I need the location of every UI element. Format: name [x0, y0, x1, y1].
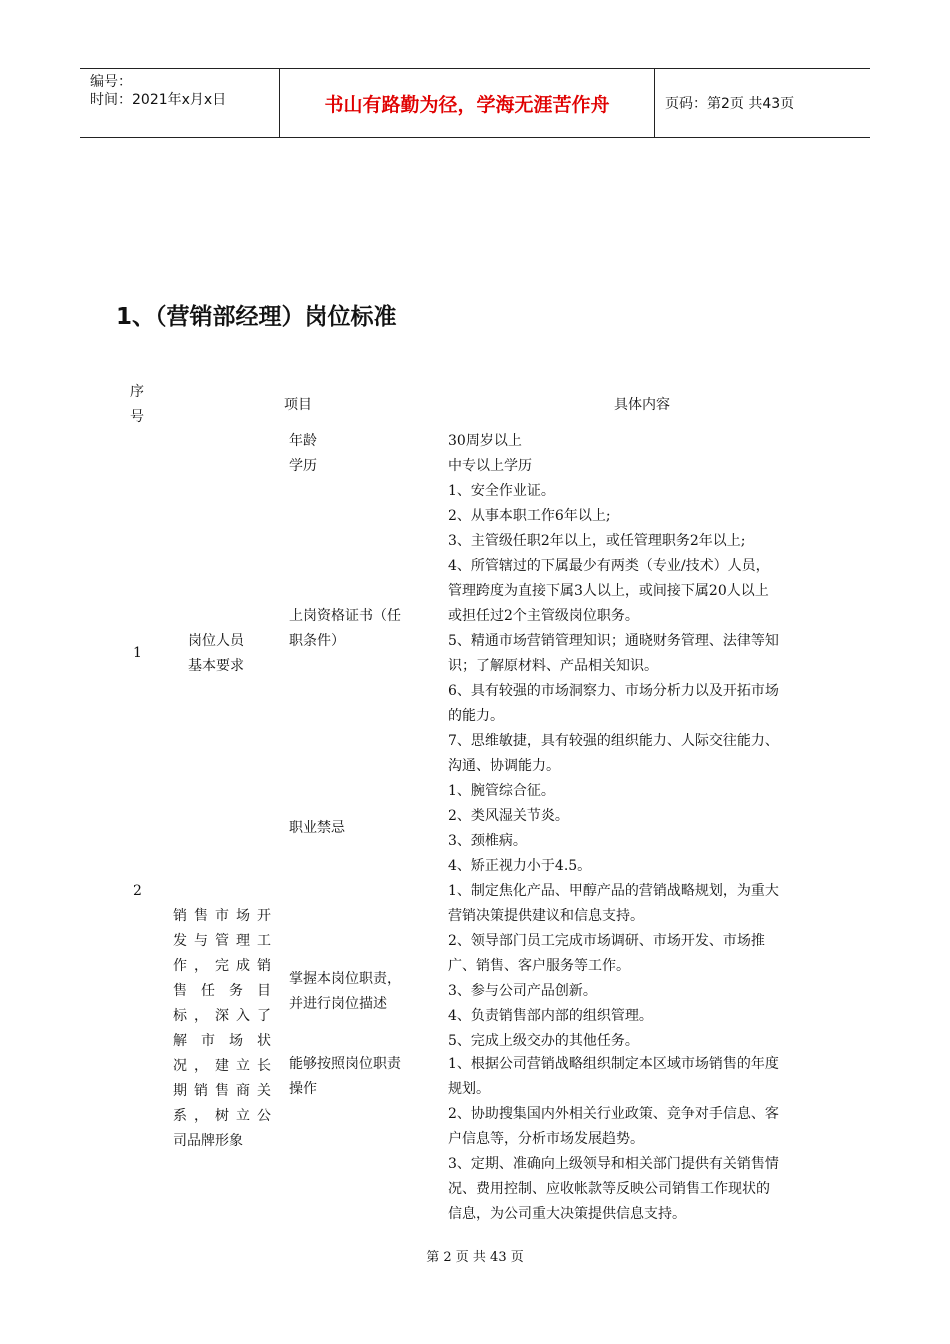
row1-category-1: 岗位人员: [188, 633, 244, 649]
item-age: 年龄: [289, 433, 317, 449]
row2-seq: 2: [133, 883, 142, 899]
content-line: 规划。: [448, 1081, 490, 1097]
col-header-seq-1: 序: [130, 384, 144, 400]
content-line: 30周岁以上: [448, 433, 522, 449]
content-line: 3、定期、准确向上级领导和相关部门提供有关销售情: [448, 1156, 779, 1172]
row2-category-line: 标，深入了: [173, 1008, 271, 1024]
row2-category-line: 发与管理工: [173, 933, 271, 949]
header-page-number: 页码：第2页 共43页: [665, 96, 795, 112]
row2-category-line: 作，完成销: [173, 958, 271, 974]
content-line: 3、主管级任职2年以上，或任管理职务2年以上;: [448, 533, 746, 549]
row2-category-line: 期销售商关: [173, 1083, 271, 1099]
content-line: 2、类风湿关节炎。: [448, 808, 569, 824]
content-line: 2、协助搜集国内外相关行业政策、竞争对手信息、客: [448, 1106, 779, 1122]
row2-category-line: 售任务目: [173, 983, 271, 999]
content-line: 4、所管辖过的下属最少有两类（专业/技术）人员，: [448, 558, 770, 574]
item-operate-1: 能够按照岗位职责: [289, 1056, 401, 1072]
item-taboo: 职业禁忌: [289, 820, 345, 836]
header-meta: [80, 69, 280, 137]
header-motto: 书山有路勤为径，学海无涯苦作舟: [280, 69, 655, 137]
row1-category-2: 基本要求: [188, 658, 244, 674]
content-line: 5、精通市场营销管理知识；通晓财务管理、法律等知: [448, 633, 779, 649]
col-header-item: 项目: [284, 397, 312, 413]
row2-category-line: 系，树立公: [173, 1108, 271, 1124]
item-certificate-1: 上岗资格证书（任: [289, 608, 401, 624]
content-line: 的能力。: [448, 708, 504, 724]
content-line: 3、颈椎病。: [448, 833, 527, 849]
header-number: 编号：: [90, 74, 132, 90]
content-line: 况、费用控制、应收帐款等反映公司销售工作现状的: [448, 1181, 770, 1197]
content-line: 6、具有较强的市场洞察力、市场分析力以及开拓市场: [448, 683, 779, 699]
page-footer: 第 2 页 共 43 页: [426, 1250, 524, 1265]
header-time: 时间：2021年x月x日: [90, 92, 227, 108]
item-certificate-2: 职条件）: [289, 633, 345, 649]
content-line: 广、销售、客户服务等工作。: [448, 958, 630, 974]
content-line: 营销决策提供建议和信息支持。: [448, 908, 644, 924]
content-line: 1、安全作业证。: [448, 483, 555, 499]
content-line: 识；了解原材料、产品相关知识。: [448, 658, 658, 674]
row1-seq: 1: [133, 645, 142, 661]
col-header-seq-2: 号: [130, 409, 144, 425]
content-line: 中专以上学历: [448, 458, 532, 474]
row2-category-line: 销售市场开: [173, 908, 271, 924]
item-duty-1: 掌握本岗位职责，: [289, 971, 401, 987]
content-line: 沟通、协调能力。: [448, 758, 560, 774]
content-line: 4、矫正视力小于4.5。: [448, 858, 592, 874]
content-line: 管理跨度为直接下属3人以上，或间接下属20人以上: [448, 583, 769, 599]
item-duty-2: 并进行岗位描述: [289, 996, 387, 1012]
col-header-content: 具体内容: [614, 397, 670, 413]
page-title: 1、（营销部经理）岗位标准: [116, 304, 397, 330]
row2-category-line: 解市场状: [173, 1033, 271, 1049]
content-line: 或担任过2个主管级岗位职务。: [448, 608, 639, 624]
item-operate-2: 操作: [289, 1081, 317, 1097]
content-line: 2、从事本职工作6年以上;: [448, 508, 611, 524]
content-line: 5、完成上级交办的其他任务。: [448, 1033, 639, 1049]
content-line: 4、负责销售部内部的组织管理。: [448, 1008, 653, 1024]
row2-category-line: 况，建立长: [173, 1058, 271, 1074]
row2-category-line: 司品牌形象: [173, 1133, 243, 1149]
content-line: 1、腕管综合征。: [448, 783, 555, 799]
content-line: 7、思维敏捷，具有较强的组织能力、人际交往能力、: [448, 733, 779, 749]
content-line: 3、参与公司产品创新。: [448, 983, 597, 999]
content-line: 信息，为公司重大决策提供信息支持。: [448, 1206, 686, 1222]
content-line: 户信息等，分析市场发展趋势。: [448, 1131, 644, 1147]
content-line: 1、根据公司营销战略组织制定本区域市场销售的年度: [448, 1056, 779, 1072]
page-header: [80, 68, 870, 138]
item-education: 学历: [289, 458, 317, 474]
content-line: 1、制定焦化产品、甲醇产品的营销战略规划，为重大: [448, 883, 779, 899]
content-line: 2、领导部门员工完成市场调研、市场开发、市场推: [448, 933, 765, 949]
